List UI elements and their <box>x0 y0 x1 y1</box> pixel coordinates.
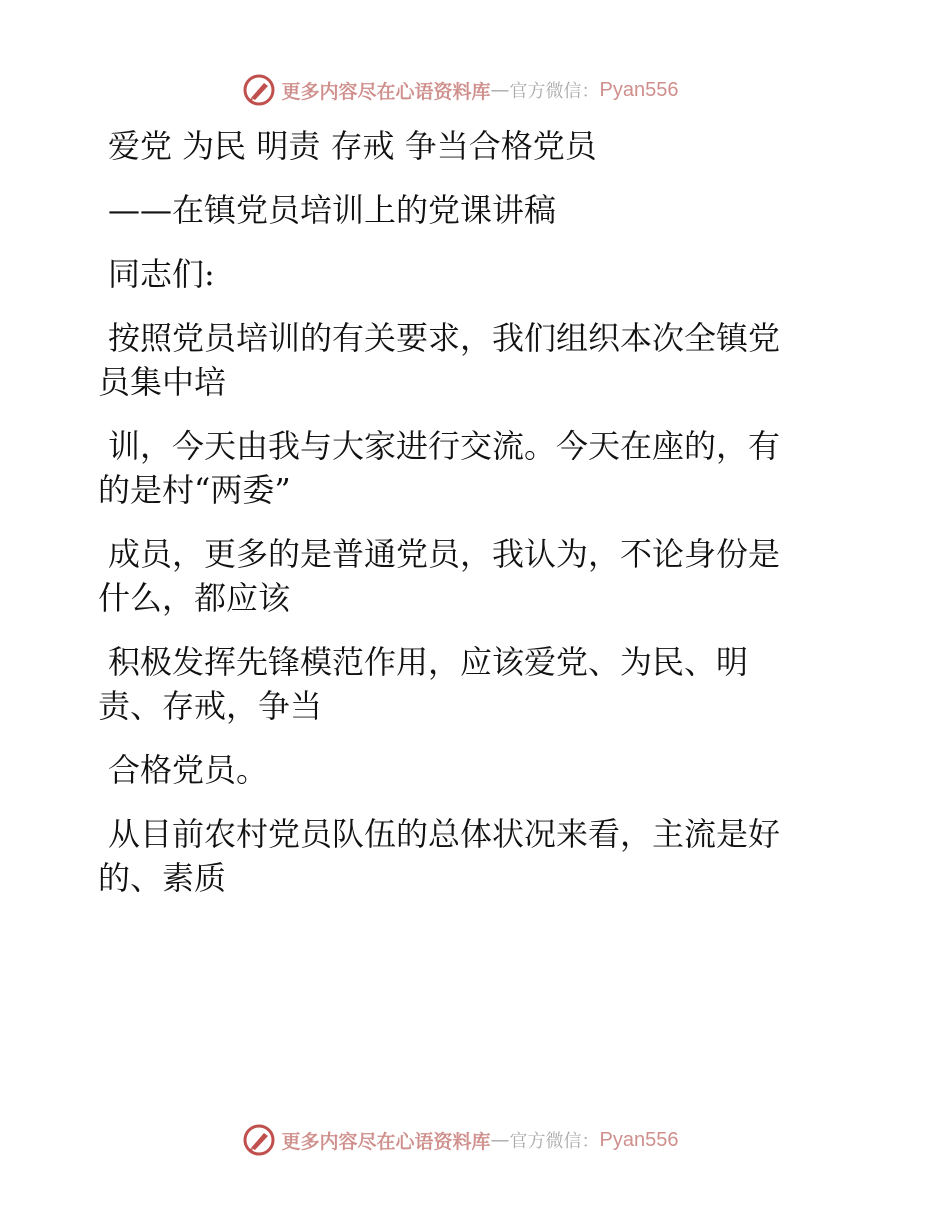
paragraph-line: 从目前农村党员队伍的总体状况来看，主流是好 <box>108 815 781 853</box>
footer-wechat-label: 官方微信： <box>509 1131 600 1152</box>
paragraph-line: 成员，更多的是普通党员，我认为，不论身份是 <box>108 535 781 573</box>
paragraph <box>98 424 858 512</box>
paragraph <box>98 748 858 792</box>
footer-dash: — <box>490 1129 510 1151</box>
header-dash: — <box>490 79 510 101</box>
paragraph-line-wrap: 的是村“两委” <box>98 471 291 509</box>
paragraph <box>98 316 858 404</box>
document-body <box>98 122 858 900</box>
paragraph-line-wrap: 员集中培 <box>98 363 227 401</box>
document-title: 爱党 为民 明责 存戒 争当合格党员 <box>108 127 597 165</box>
pen-logo-icon <box>242 1123 276 1157</box>
pen-logo-icon <box>242 73 276 107</box>
header-wechat-label: 官方微信： <box>509 81 600 102</box>
paragraph <box>98 640 858 728</box>
paragraph-line-wrap: 的、素质 <box>98 859 227 897</box>
paragraph-line-wrap: 责、存戒，争当 <box>98 687 323 725</box>
paragraph-line: 积极发挥先锋模范作用，应该爱党、为民、明 <box>108 643 749 681</box>
footer-site-text: 更多内容尽在心语资料库 <box>281 1130 491 1153</box>
paragraph-line: 按照党员培训的有关要求，我们组织本次全镇党 <box>108 319 781 357</box>
paragraph-line-wrap: 什么，都应该 <box>98 579 291 617</box>
footer-banner <box>0 1120 950 1160</box>
paragraph <box>98 812 858 900</box>
header-site-text: 更多内容尽在心语资料库 <box>281 80 491 103</box>
paragraph <box>98 532 858 620</box>
paragraph-line: 训，今天由我与大家进行交流。今天在座的，有 <box>108 427 781 465</box>
header-wechat-id: Pyan556 <box>599 78 679 101</box>
salutation: 同志们: <box>108 255 215 293</box>
document-subtitle: ——在镇党员培训上的党课讲稿 <box>108 191 557 229</box>
paragraph-line: 合格党员。 <box>108 751 269 789</box>
footer-wechat-id: Pyan556 <box>599 1128 679 1151</box>
header-banner <box>0 70 950 110</box>
